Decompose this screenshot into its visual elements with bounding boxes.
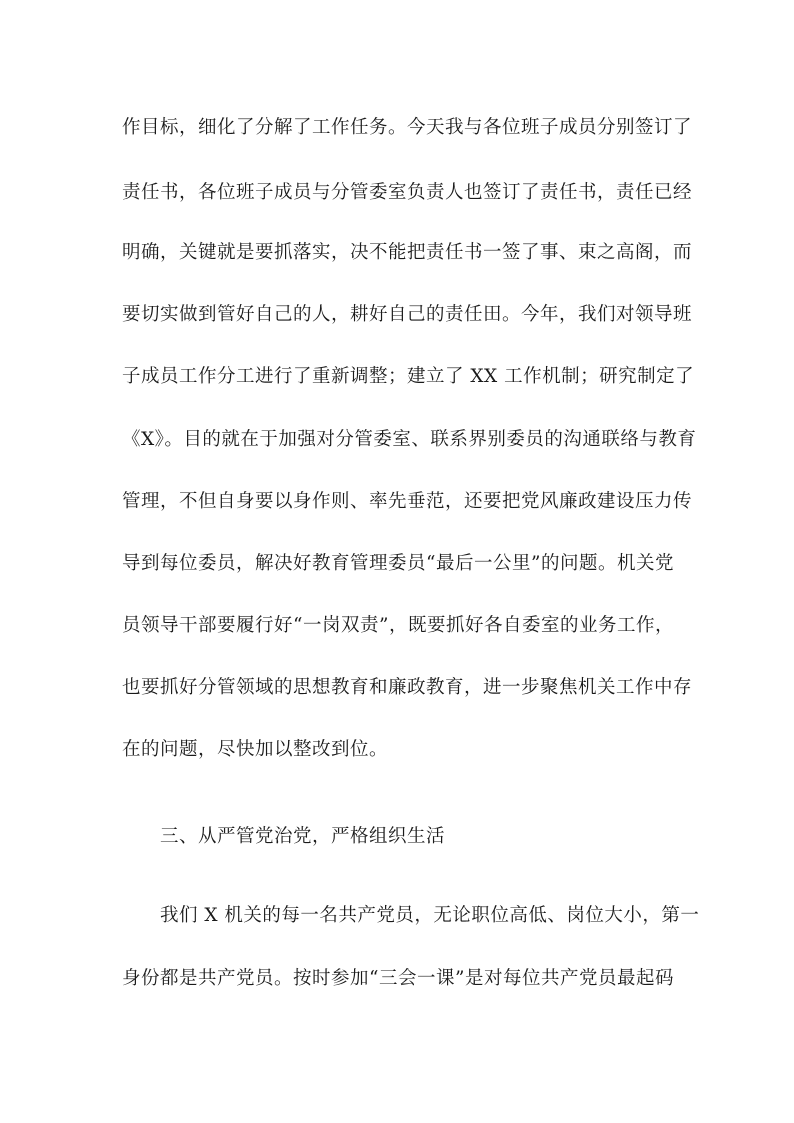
section-heading: 三、从严管党治党，严格组织生活 [160,826,446,847]
paragraph-line: 管理，不但自身要以身作则、率先垂范，还要把党风廉政建设压力传 [122,491,693,512]
paragraph-line: 身份都是共产党员。按时参加“三会一课”是对每位共产党员最起码 [122,968,674,989]
paragraph-line: 导到每位委员，解决好教育管理委员“最后一公里”的问题。机关党 [122,553,674,574]
paragraph-line: 也要抓好分管领域的思想教育和廉政教育，进一步聚焦机关工作中存 [122,677,693,698]
paragraph-line: 责任书，各位班子成员与分管委室负责人也签订了责任书，责任已经 [122,182,693,203]
paragraph-line: 员领导干部要履行好“一岗双责”，既要抓好各自委室的业务工作， [122,615,674,636]
paragraph-line: 作目标，细化了分解了工作任务。今天我与各位班子成员分别签订了 [122,117,693,138]
paragraph-line: 明确，关键就是要抓落实，决不能把责任书一签了事、束之高阁，而 [122,242,693,263]
paragraph-line: 子成员工作分工进行了重新调整；建立了 XX 工作机制；研究制定了 [122,366,695,387]
paragraph-line: 《X》。目的就在于加强对分管委室、联系界别委员的沟通联络与教育 [122,429,697,450]
paragraph-line: 我们 X 机关的每一名共产党员，无论职位高低、岗位大小，第一 [160,905,700,926]
paragraph-line: 在的问题，尽快加以整改到位。 [122,739,389,760]
paragraph-line: 要切实做到管好自己的人，耕好自己的责任田。今年，我们对领导班 [122,304,693,325]
